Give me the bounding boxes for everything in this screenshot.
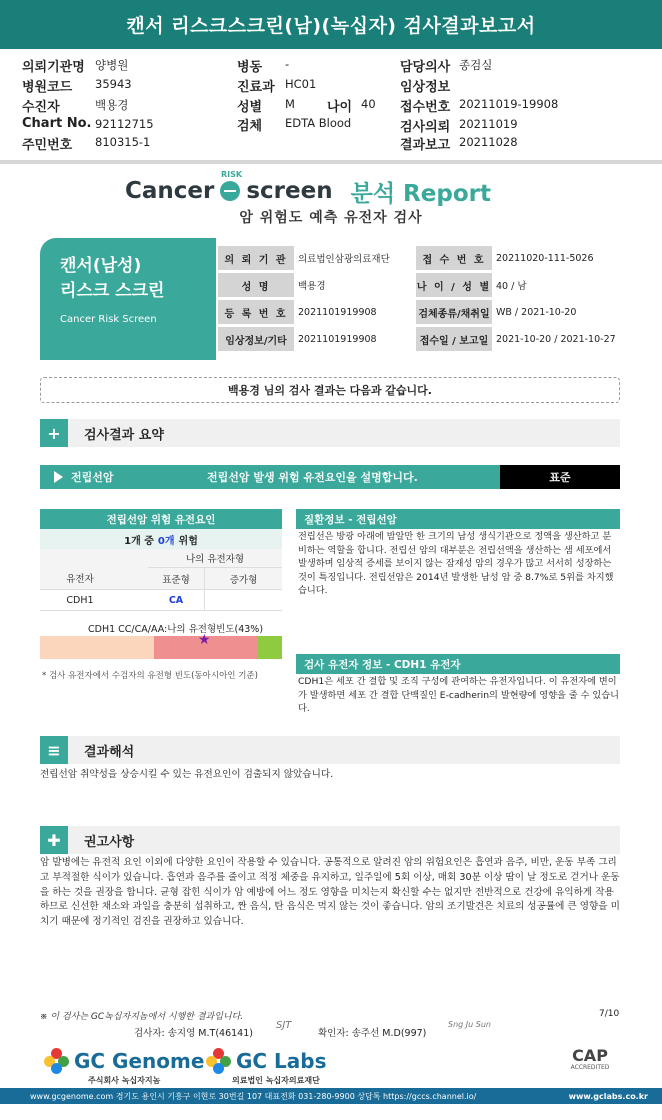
result-notice: 백용경 님의 검사 결과는 다음과 같습니다. [40,377,620,403]
play-triangle-icon [54,471,63,483]
cancer-screen-logo [125,172,491,210]
section-title: 결과해석 [84,744,135,760]
risk-description: 전립선암 발생 위험 유전요인을 설명합니다. [207,471,418,484]
brand-subtitle: 주식회사 녹십자지놈 [88,1076,161,1085]
count-suffix: 위험 [178,535,198,547]
info-value: 20211020-111-5026 [496,252,594,264]
gc-cross-icon [44,1048,70,1074]
brand-subtitle: 의료법인 녹십자의료재단 [232,1076,320,1085]
meta-label: 임상정보 [400,80,451,95]
contact-info: www.gcgenome.com 경기도 용인시 기흥구 이현로 30번길 107 대표전화 031-280-9900 상담톡 https://gccs.channel.io/ [30,1091,477,1101]
meta-value: 810315-1 [95,135,151,149]
section-title: 권고사항 [84,834,135,850]
info-value: 백용경 [298,281,326,292]
card-english: Cancer Risk Screen [60,314,157,325]
gc-genome-logo [44,1048,204,1074]
increased-header: 증가형 [204,567,282,589]
my-genotype-header: 나의 유전자형 [185,554,245,565]
info-label: 의 뢰 기 관 [218,246,294,270]
tester-signature: SJT [276,1020,292,1031]
info-row [218,246,618,270]
meta-value: 20211019 [459,117,518,131]
cap-subtext: ACCREDITED [570,1064,610,1071]
count-prefix: 1개 중 [124,535,154,547]
factor-gene-row [40,589,282,611]
info-label: 나 이 / 성 별 [416,273,492,297]
meta-value: - [285,57,290,71]
meta-value: 20211028 [459,135,518,149]
meta-label: 의뢰기관명 [22,60,85,75]
factor-count-row [40,529,282,549]
logo-report: 분석 Report [350,180,491,207]
divider [0,160,662,164]
info-row [218,327,618,351]
factor-header-row [40,567,282,589]
meta-label: 접수번호 [400,100,451,115]
meta-value: 40 [361,97,376,111]
gc-cross-icon [206,1048,232,1074]
doctor-icon: ✚ [40,826,68,854]
disease-info-title: 질환정보 - 전립선암 [296,509,620,529]
tester-line: 검사자: 송지영 M.T(46141) [134,1028,253,1039]
meta-label: 검체 [237,119,263,134]
risk-level-badge: 표준 [500,465,620,489]
brand-name: GC Labs [236,1049,327,1073]
cancer-type: 전립선암 [71,471,114,484]
gene-header: 유전자 [66,574,94,585]
brand-name: GC Genome [74,1049,205,1073]
gc-labs-logo [206,1048,327,1074]
report-title: 캔서 리스크스크린(남)(녹십자) 검사결과보고서 [0,0,662,49]
gene-info-title: 검사 유전자 정보 - CDH1 유전자 [296,654,620,674]
report-subtitle: 암 위험도 예측 유전자 검사 [239,210,423,226]
info-row [218,273,618,297]
meta-label: 진료과 [237,80,275,95]
meta-label: 병원코드 [22,80,73,95]
factor-subheader-row [40,549,282,567]
confirmer-signature: Sng Ju Sun [448,1020,491,1029]
page-number: 7/10 [599,1009,620,1019]
info-value: 2021-10-20 / 2021-10-27 [496,333,616,345]
summary-section-header [40,419,620,447]
logo-risk: RISK [221,170,243,179]
meta-label: 수진자 [22,100,60,115]
factor-count [40,529,282,549]
meta-value: 양병원 [95,58,129,72]
meta-label: 주민번호 [22,138,73,153]
meta-value: 백용경 [95,98,129,112]
info-label: 검체종류/채취일 [416,300,492,324]
frequency-note: * 검사 유전자에서 수검자의 유전형 빈도(동아시아인 기준) [42,671,258,681]
confirmer-line: 확인자: 송주선 M.D(997) [318,1028,427,1039]
interpretation-text: 전립선암 취약성을 상승시킬 수 있는 유전요인이 검출되지 않았습니다. [40,769,334,780]
frequency-segment-high [258,636,282,659]
card-line2: 리스크 스크린 [60,281,165,301]
cap-accredited-logo [560,1048,620,1084]
risk-summary-bar [40,465,620,489]
globe-icon [220,181,240,201]
contact-bar [0,1088,662,1104]
info-value: WB / 2021-10-20 [496,306,577,318]
meta-value: 20211019-19908 [459,97,559,111]
info-label: 접수일 / 보고일 [416,327,492,351]
patient-meta [0,52,662,160]
logo-word: screen [246,178,333,204]
info-row [218,300,618,324]
disease-info-text: 전립선은 방광 아래에 밤알만 한 크기의 남성 생식기관으로 정액을 생산하고 분비하는 역할을 합니다. 전립선 암의 대부분은 전립선액을 생산하는 샘 세포에서 발생하며 임상적 증세를 보이지 않는 잠재성 암의 경우가 많고 서서히 성장하는 것이 특징입니다. 전립선암은 2014년 발생한 남성 암 중 8.7%로 5위를 차지했습니다. [298,531,614,596]
meta-value: 종검실 [459,58,493,72]
meta-label: 성별 [237,100,263,115]
gene-info-text: CDH1은 세포 간 결합 및 조직 구성에 관여하는 유전자입니다. 이 유전자에 변이가 발생하면 세포 간 결합 단백질인 E-cadherin의 발현량에 영향을 줄 수 있습니다. [298,676,620,714]
standard-header: 표준형 [148,567,204,589]
star-marker-icon: ★ [198,632,211,648]
test-name-card [40,238,216,360]
info-value: 2021101919908 [298,333,377,345]
meta-value: 35943 [95,77,132,91]
risk-summary-main [40,465,500,489]
meta-value: M [285,97,295,111]
info-label: 성 명 [218,273,294,297]
info-value: 2021101919908 [298,306,377,318]
meta-label: 검사의뢰 [400,120,451,135]
info-label: 접 수 번 호 [416,246,492,270]
genotype-increased [204,590,282,610]
meta-label: 병동 [237,60,263,75]
advice-text: 암 발병에는 유전적 요인 이외에 다양한 요인이 작용할 수 있습니다. 공통적으로 알려진 암의 위험요인은 흡연과 음주, 비만, 운동 부족 그리고 부적절한 식이가 있습니다. 흡연과 음주를 줄이고 적정 체중을 유지하고, 일주일에 5회 이상, 매회 30분 이상 땀이 날 정도로 걷거나 운동을 하는 것을 권장을 합니다. 균형 잡힌 식이가 암 예방에 어느 정도 영향을 미치는지 확신할 수는 없지만 전반적으로 건강에 유익하게 작용하므로 신선한 채소와 과일을 충분히 섭취하고, 짠 음식, 탄 음식은 먹지 않는 것이 좋습니다. 암의 조기발견은 치료의 성공률에 큰 영향을 미치기 때문에 정기적인 검진을 권장하고 있습니다. [40,857,620,928]
info-label: 임상정보/기타 [218,327,294,351]
meta-label: 담당의사 [400,60,451,75]
frequency-segment-low [40,636,154,659]
clipboard-icon: ≡ [40,736,68,764]
website-link[interactable]: www.gclabs.co.kr [568,1091,648,1101]
card-line1: 캔서(남성) [60,256,142,276]
interpretation-section-header [40,736,620,764]
meta-label: 결과보고 [400,138,451,153]
meta-value: 92112715 [95,117,154,131]
logo-word: Cancer [125,178,215,204]
advice-section-header [40,826,620,854]
meta-label: Chart No. [22,116,92,131]
meta-value: HC01 [285,77,317,91]
footer-note: ※ 이 검사는 GC녹십자지놈에서 시행한 결과입니다. [40,1012,244,1022]
meta-label: 나이 [327,100,353,115]
gene-name: CDH1 [66,594,94,606]
count-value: 0개 [157,535,175,547]
info-label: 등 록 번 호 [218,300,294,324]
info-value: 의료법인삼광의료재단 [298,254,390,265]
genotype-standard: CA [168,594,184,606]
factor-table-title: 전립선암 위험 유전요인 [40,509,282,529]
meta-value: EDTA Blood [285,116,352,130]
cap-text: CAP [572,1046,608,1065]
frequency-bar [40,636,282,659]
frequency-label: CDH1 CC/CA/AA:나의 유전형빈도(43%) [88,624,264,635]
info-value: 40 / 남 [496,281,527,292]
section-title: 검사결과 요약 [84,427,164,443]
add-document-icon: + [40,419,68,447]
